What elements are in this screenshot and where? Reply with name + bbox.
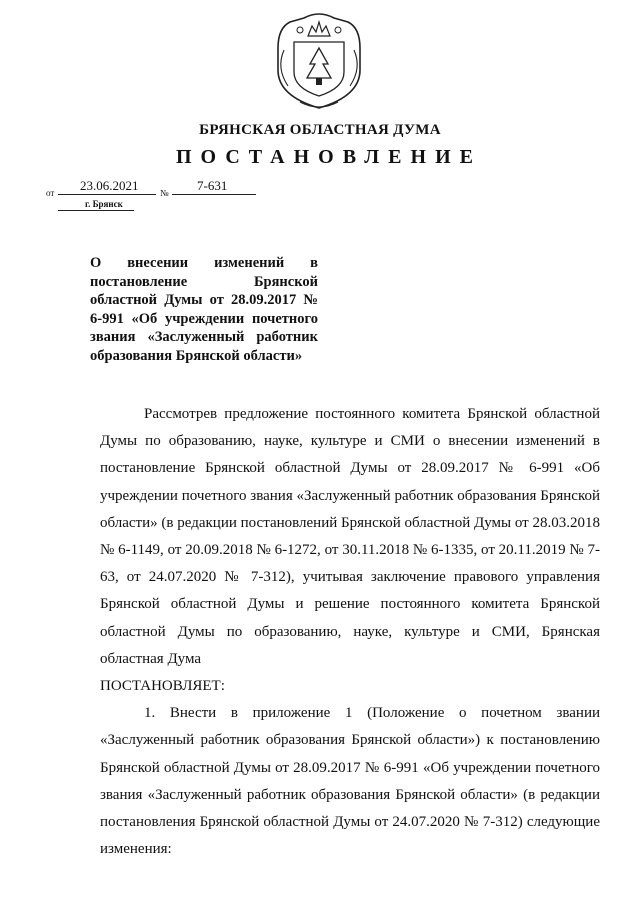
- number-underline: [172, 194, 256, 195]
- document-type-title: ПОСТАНОВЛЕНИЕ: [176, 146, 482, 168]
- city-underline: [58, 210, 134, 211]
- number-label: №: [160, 188, 169, 198]
- resolves-heading: ПОСТАНОВЛЯЕТ:: [100, 678, 225, 695]
- item-1-paragraph: 1. Внести в приложение 1 (Положение о почетном звании «Заслуженный работник образования Брянской области») к постановлению Брянской областной Думы от 28.09.2017 № 6-991 «Об учреждении почетного звания «Заслуженный работник образования Брянской области» (в редакции постановления Брянской областной Думы от 24.07.2020 № 7-312) следующие изменения:: [100, 705, 600, 858]
- city-name: г. Брянск: [85, 199, 123, 209]
- date-underline: [58, 194, 156, 195]
- document-number: 7-631: [197, 178, 228, 193]
- document-subject: О внесении изменений в постановление Брянской областной Думы от 28.09.2017 № 6-991 «Об учреждении почетного звания «Заслуженный работник образования Брянской области»: [90, 255, 318, 364]
- preamble-paragraph: Рассмотрев предложение постоянного комитета Брянской областной Думы по образованию, науке, культуре и СМИ о внесении изменений в постановление Брянской областной Думы от 28.09.2017 № 6-991 «Об учреждении почетного звания «Заслуженный работник образования Брянской области» (в редакции постановлений Брянской областной Думы от 28.03.2018 № 6-1149, от 20.09.2018 № 6-1272, от 30.11.2018 № 6-1335, от 20.11.2019 № 7-63, от 24.07.2020 № 7-312), учитывая заключение правового управления Брянской областной Думы и решение постоянного комитета Брянской областной Думы по образованию, науке, культуре и СМИ, Брянская областная Дума: [100, 406, 600, 667]
- document-date: 23.06.2021: [80, 178, 139, 193]
- organization-name: БРЯНСКАЯ ОБЛАСТНАЯ ДУМА: [199, 122, 441, 138]
- coat-of-arms-emblem: [270, 8, 368, 113]
- document-body: [100, 401, 600, 863]
- date-label: от: [46, 188, 55, 198]
